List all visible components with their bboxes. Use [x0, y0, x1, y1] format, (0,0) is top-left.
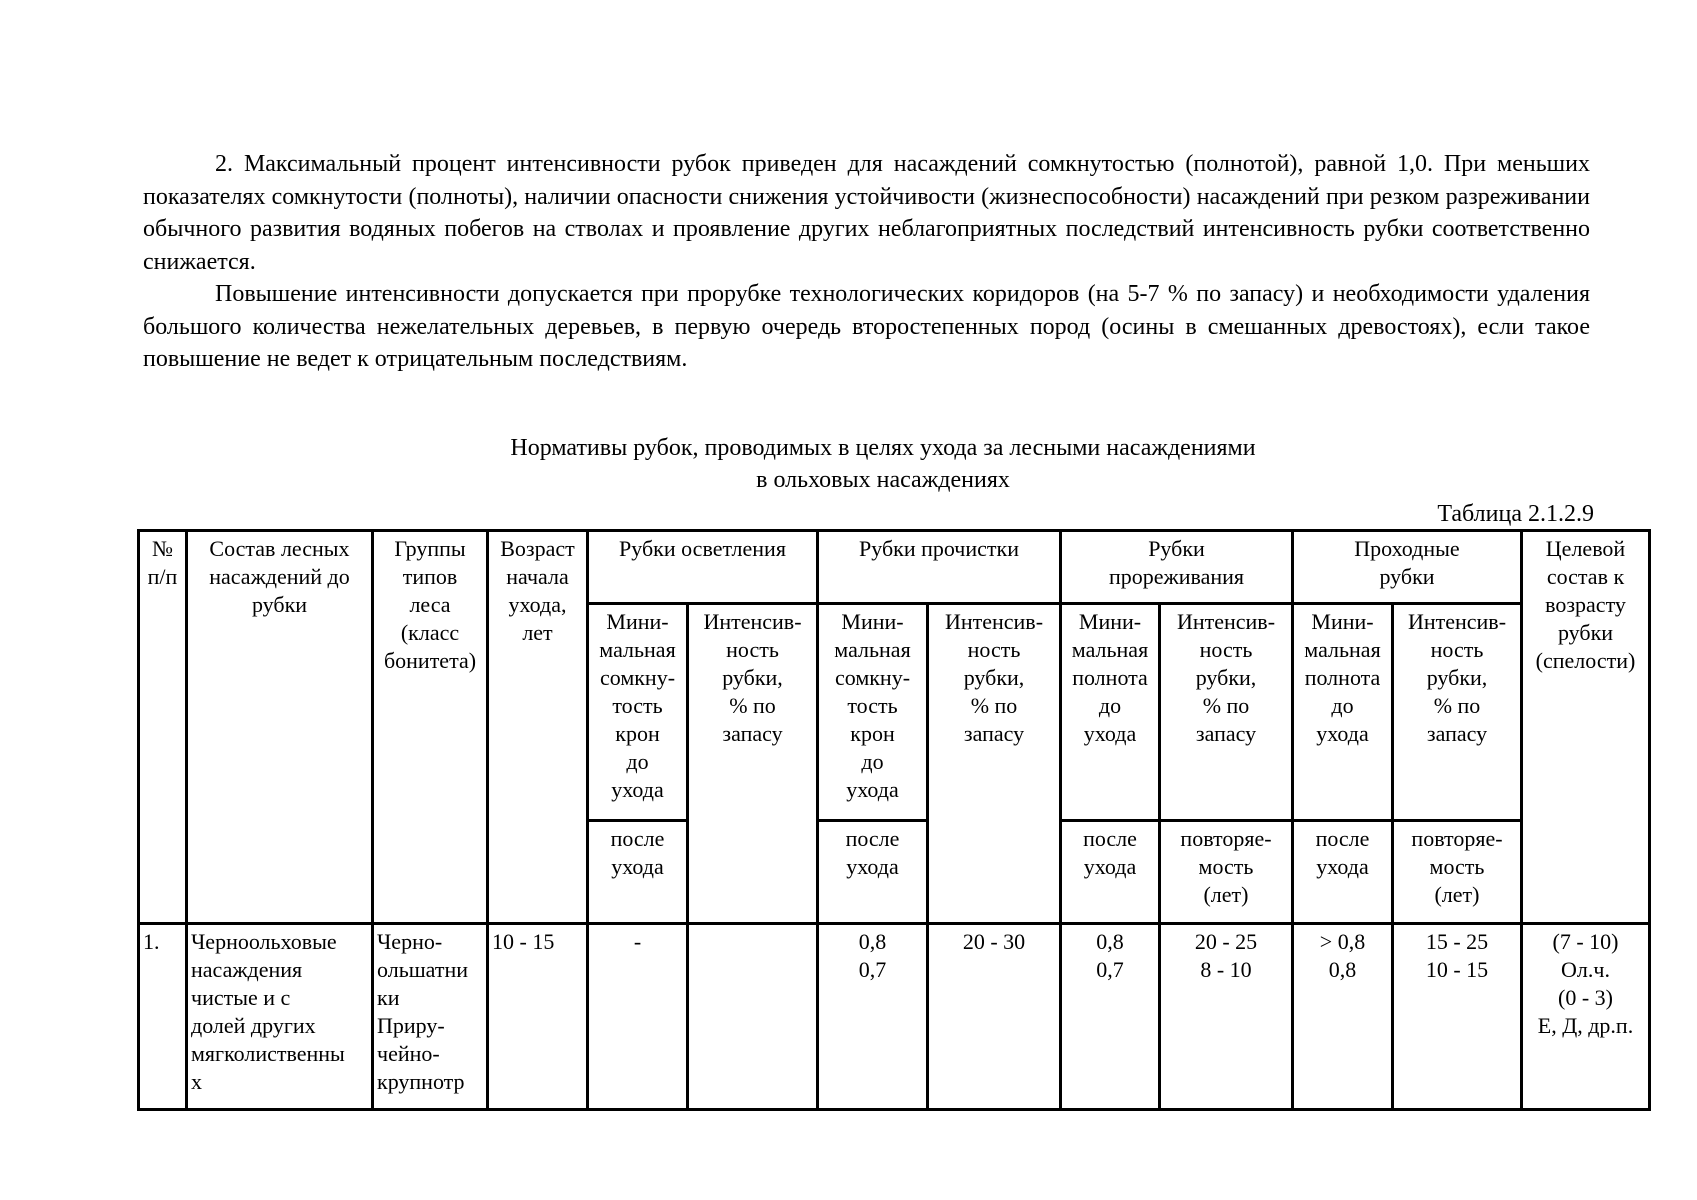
header-age: Возраст начала ухода, лет: [488, 531, 588, 924]
table-title-line-2: в ольховых насаждениях: [756, 467, 1010, 493]
cell-age: 10 - 15: [488, 924, 588, 1110]
header-row-1: [139, 531, 1650, 604]
cell-cleaning-min: 0,8 0,7: [818, 924, 928, 1110]
header-cleaning-min-density: Мини- мальная сомкну- тость крон до ухода: [818, 604, 928, 821]
header-cleaning-intensity: Интенсив- ность рубки, % по запасу: [928, 604, 1061, 924]
cell-thinning-min: 0,8 0,7: [1061, 924, 1160, 1110]
header-clearing-intensity: Интенсив- ность рубки, % по запасу: [688, 604, 818, 924]
header-thinning-after: после ухода: [1061, 821, 1160, 924]
header-num: № п/п: [139, 531, 187, 924]
cell-composition: Черноольховые насаждения чистые и с долей других мягколиственны х: [187, 924, 373, 1110]
header-thinning: Рубки прореживания: [1061, 531, 1293, 604]
cell-clearing-min: -: [588, 924, 688, 1110]
header-passing-repeat: повторяе- мость (лет): [1393, 821, 1522, 924]
header-clearing: Рубки осветления: [588, 531, 818, 604]
cell-thinning-intensity: 20 - 25 8 - 10: [1160, 924, 1293, 1110]
header-cleaning-after: после ухода: [818, 821, 928, 924]
header-passing-min-fullness: Мини- мальная полнота до ухода: [1293, 604, 1393, 821]
header-forest-types: Группы типов леса (класс бонитета): [373, 531, 488, 924]
cell-passing-intensity: 15 - 25 10 - 15: [1393, 924, 1522, 1110]
header-clearing-min-density: Мини- мальная сомкну- тость крон до ухода: [588, 604, 688, 821]
paragraph-note-2: 2. Максимальный процент интенсивности рубок приведен для насаждений сомкнутостью (полнотой), равной 1,0. При меньших показателях сомкнутости (полноты), наличии опасности снижения устойчивости (жизнеспособности) насаждений при резком разреживании обычного развития водяных побегов на стволах и проявление других неблагоприятных последствий интенсивность рубки соответственно снижается.: [143, 151, 1590, 275]
cell-cleaning-intensity: 20 - 30: [928, 924, 1061, 1110]
header-clearing-after: после ухода: [588, 821, 688, 924]
cell-passing-min: > 0,8 0,8: [1293, 924, 1393, 1110]
header-passing: Проходные рубки: [1293, 531, 1522, 604]
cell-forest-types: Черно- ольшатни ки Приру- чейно- крупнотр: [373, 924, 488, 1110]
header-target: Целевой состав к возрасту рубки (спелости): [1522, 531, 1650, 924]
cell-clearing-intensity: [688, 924, 818, 1110]
table-title-line-1: Нормативы рубок, проводимых в целях ухода за лесными насаждениями: [510, 435, 1256, 461]
header-composition: Состав лесных насаждений до рубки: [187, 531, 373, 924]
header-passing-after: после ухода: [1293, 821, 1393, 924]
cell-target: (7 - 10) Ол.ч. (0 - 3) Е, Д, др.п.: [1522, 924, 1650, 1110]
norms-table: [137, 529, 1651, 1111]
table-number: Таблица 2.1.2.9: [1437, 501, 1594, 527]
header-passing-intensity: Интенсив- ность рубки, % по запасу: [1393, 604, 1522, 821]
header-thinning-repeat: повторяе- мость (лет): [1160, 821, 1293, 924]
cell-num: 1.: [139, 924, 187, 1110]
table-row: [139, 924, 1650, 1110]
header-cleaning: Рубки прочистки: [818, 531, 1061, 604]
header-thinning-min-fullness: Мини- мальная полнота до ухода: [1061, 604, 1160, 821]
header-thinning-intensity: Интенсив- ность рубки, % по запасу: [1160, 604, 1293, 821]
paragraph-intensity-increase: Повышение интенсивности допускается при прорубке технологических коридоров (на 5-7 % по запасу) и необходимости удаления большого количества нежелательных деревьев, в первую очередь второстепенных пород (осины в смешанных древостоях), если такое повышение не ведет к отрицательным последствиям.: [143, 281, 1590, 372]
